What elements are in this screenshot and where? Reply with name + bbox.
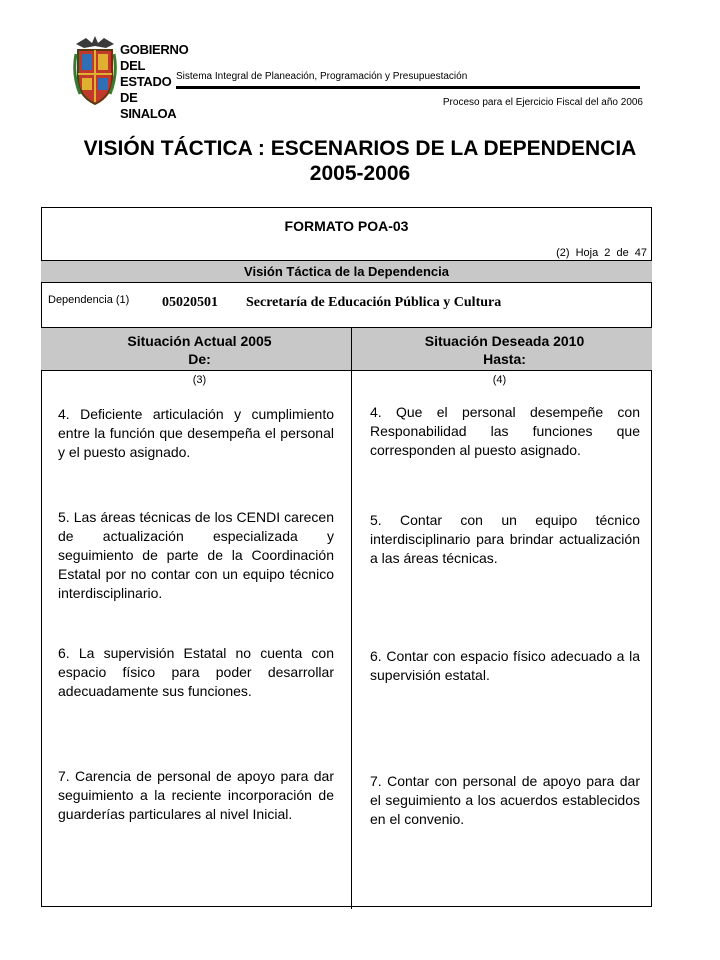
system-name: Sistema Integral de Planeación, Programación y Presupuestación bbox=[176, 71, 468, 82]
logo-wordmark: GOBIERNO DEL ESTADO DE SINALOA bbox=[120, 42, 189, 121]
dependency-code: 05020501 bbox=[162, 295, 218, 310]
desired-item: 5. Contar con un equipo técnico interdisciplinario para brindar actualización a las áreas técnicas. bbox=[370, 512, 640, 566]
section-title: Visión Táctica de la Dependencia bbox=[41, 260, 652, 283]
dependency-label: Dependencia (1) bbox=[48, 294, 130, 306]
current-item: 4. Deficiente articulación y cumplimiento entre la función que desempeña el personal y el puesto asignado. bbox=[58, 406, 334, 460]
coat-of-arms-icon bbox=[72, 34, 118, 108]
desired-item: 4. Que el personal desempeñe con Responabilidad las funciones que corresponden al puesto asignado. bbox=[370, 404, 640, 458]
current-item: 6. La supervisión Estatal no cuenta con espacio físico para poder desarrollar adecuadamente sus funciones. bbox=[58, 645, 334, 699]
page-title: VISIÓN TÁCTICA : ESCENARIOS DE LA DEPENDENCIA 2005-2006 bbox=[83, 137, 637, 185]
dependency-name: Secretaría de Educación Pública y Cultura bbox=[246, 295, 502, 310]
current-item: 7. Carencia de personal de apoyo para dar seguimiento a la reciente incorporación de guarderías particulares al nivel Inicial. bbox=[58, 768, 334, 822]
current-situation-header: Situación Actual 2005 De: bbox=[127, 333, 272, 367]
current-item: 5. Las áreas técnicas de los CENDI carecen de actualización especializada y seguimiento de parte de la Coordinación Estatal por no contar con un equipo técnico interdisciplinario. bbox=[58, 509, 334, 601]
desired-item: 6. Contar con espacio físico adecuado a la supervisión estatal. bbox=[370, 648, 640, 683]
desired-column-ref: (4) bbox=[492, 374, 507, 386]
desired-situation-header: Situación Deseada 2010 Hasta: bbox=[424, 333, 585, 367]
desired-item: 7. Contar con personal de apoyo para dar el seguimiento a los acuerdos establecidos en el convenio. bbox=[370, 773, 640, 827]
process-note: Proceso para el Ejercicio Fiscal del año 2006 bbox=[442, 97, 643, 108]
sheet-counter: (2) Hoja 2 de 47 bbox=[556, 247, 647, 259]
current-column-ref: (3) bbox=[192, 374, 207, 386]
state-government-logo bbox=[72, 34, 189, 121]
header-divider bbox=[176, 86, 640, 89]
format-code: FORMATO POA-03 bbox=[284, 218, 409, 234]
column-divider bbox=[351, 327, 352, 909]
